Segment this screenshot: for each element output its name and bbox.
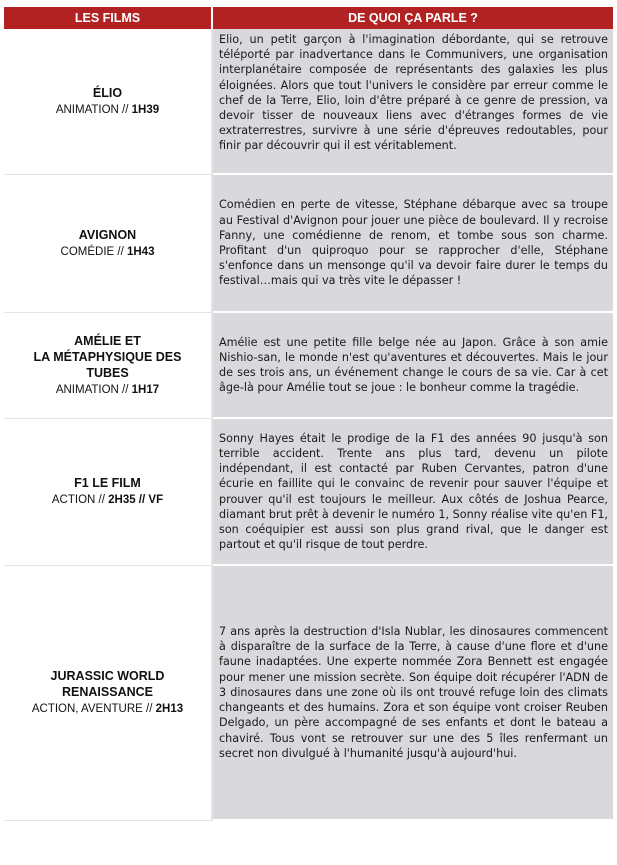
film-title: F1 LE FILM bbox=[74, 476, 141, 490]
desc-cell-amelie bbox=[212, 312, 613, 418]
table-row bbox=[4, 418, 613, 565]
desc-cell-elio bbox=[212, 29, 613, 174]
film-duration: 2H13 bbox=[155, 703, 184, 715]
table-row bbox=[4, 29, 613, 174]
film-genre: ACTION, AVENTURE // bbox=[31, 703, 153, 715]
film-description: Amélie est une petite fille belge née au Japon. Grâce à son amie Nishio-san, le monde n'est qu'aventures et découvertes. Mais le jour de ses trois ans, un événement change le cours de sa vie. Car à cet âge-là pour Amélie tout se joue : le bonheur comme la tragédie. bbox=[219, 335, 608, 395]
film-description: Sonny Hayes était le prodige de la F1 des années 90 jusqu'à son terrible accident. Trente ans plus tard, devenu un pilote indépendant, il est contacté par Ruben Cervantes, patron d'une écurie en faillite qui le convainc de revenir pour sauver l'équipe et prouver qu'il est toujours le meilleur. Aux côtés de Joshua Pearce, diamant brut prêt à devenir le numéro 1, Sonny réalise vite qu'en F1, son coéquipier est aussi son plus grand rival, que le danger est partout et qu'il risque de tout perdre. bbox=[219, 431, 608, 552]
film-genre: ANIMATION // bbox=[55, 103, 129, 116]
header-films: LES FILMS bbox=[4, 7, 212, 29]
table-row bbox=[4, 565, 613, 820]
film-meta bbox=[4, 492, 211, 508]
films-table bbox=[4, 7, 613, 821]
film-duration: 1H17 bbox=[131, 383, 160, 396]
table-row bbox=[4, 174, 613, 312]
film-genre: ACTION // bbox=[51, 494, 105, 506]
film-cell-amelie bbox=[4, 312, 212, 418]
header-description: DE QUOI ÇA PARLE ? bbox=[212, 7, 613, 29]
film-description: Comédien en perte de vitesse, Stéphane débarque avec sa troupe au Festival d'Avignon pour jouer une pièce de boulevard. Il y recroise Fanny, une comédienne de renom, et tombe sous son charme. Profitant d'un quiproquo pour se rapprocher d'elle, Stéphane s'enfonce dans un mensonge qu'il va devoir faire durer le temps du festival…mais qui va très vite le dépasser ! bbox=[219, 198, 608, 288]
film-description: Elio, un petit garçon à l'imagination débordante, qui se retrouve téléporté par inadvertance dans le Communivers, une organisation interplanétaire composée de représentants des galaxies les plus éloignées. Alors que tout l'univers le considère par erreur comme le chef de la Terre, Elio, loin d'être préparé à ce genre de pression, va devoir tisser de nouveaux liens avec d'étranges formes de vie extraterrestres, survivre à une série d'épreuves redoutables, pour finir par découvrir qui il est véritablement. bbox=[219, 33, 608, 153]
film-title: ÉLIO bbox=[92, 85, 123, 100]
film-description: 7 ans après la destruction d'Isla Nublar, les dinosaures commencent à disparaître de la surface de la Terre, à cause d'une flore et d'une faune inadaptées. Une experte nommée Zora Bennett est engagée pour mener une mission secrète. Son équipe doit récupérer l'ADN de 3 dinosaures dans une zone où ils ont trouvé refuge loin des climats changeants et des humains. Zora et son équipe vont croiser Reuben Delgado, un père accompagné de ses enfants et dont le bateau a chaviré. Tous vont se retrouver sur une des 5 îles renfermant un secret non divulgué à l'humanité jusqu'à aujourd'hui. bbox=[219, 625, 608, 760]
film-meta bbox=[4, 102, 211, 118]
film-meta bbox=[4, 244, 211, 260]
film-cell-avignon bbox=[4, 174, 212, 312]
film-cell-elio bbox=[4, 29, 212, 174]
table-header-row bbox=[4, 7, 613, 29]
film-duration: 1H39 bbox=[131, 103, 160, 116]
film-genre: COMÉDIE // bbox=[60, 245, 124, 258]
film-title: AVIGNON bbox=[78, 227, 137, 242]
film-title: AMÉLIE ET LA MÉTAPHYSIQUE DES TUBES bbox=[33, 333, 182, 380]
desc-cell-f1 bbox=[212, 418, 613, 565]
film-meta bbox=[4, 701, 211, 717]
film-duration: 1H43 bbox=[126, 245, 155, 258]
desc-cell-avignon bbox=[212, 174, 613, 312]
table-row bbox=[4, 312, 613, 418]
film-meta bbox=[4, 382, 211, 398]
film-duration: 2H35 // VF bbox=[108, 494, 164, 506]
film-cell-jurassic bbox=[4, 565, 212, 820]
film-cell-f1 bbox=[4, 418, 212, 565]
desc-cell-jurassic bbox=[212, 565, 613, 820]
film-genre: ANIMATION // bbox=[55, 383, 129, 396]
film-title: JURASSIC WORLD RENAISSANCE bbox=[50, 669, 165, 699]
